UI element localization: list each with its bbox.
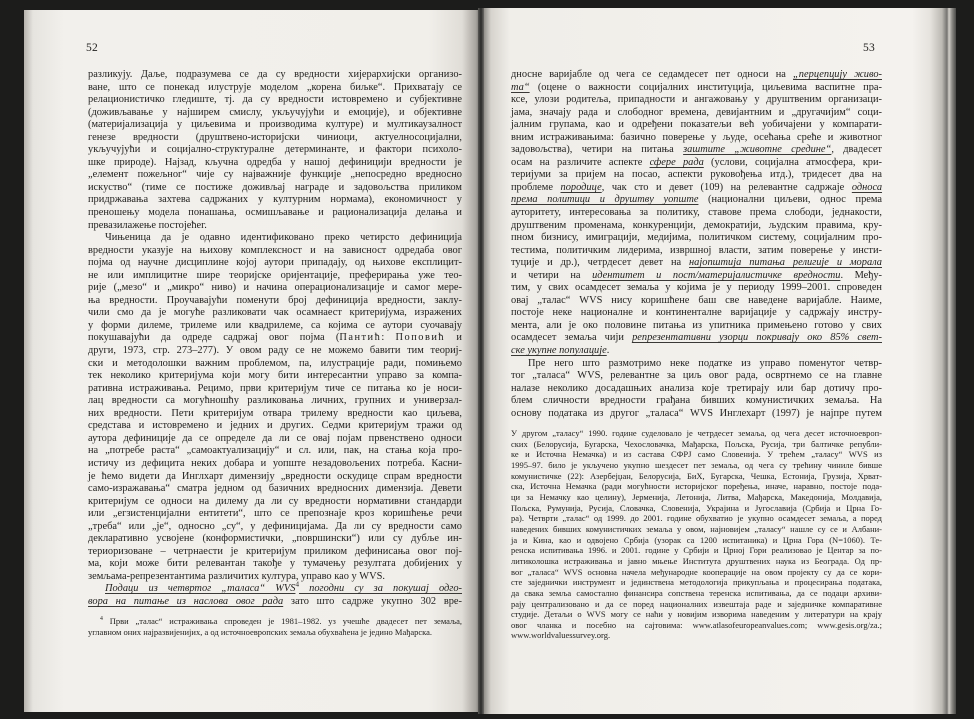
text-run: основу података из другог „таласа“ WVS Инглехарт (1997) је најпре путем [511, 407, 882, 419]
text-run: истичу из дефицита неких добара и уопште незадовољених потреба. Касни- [88, 457, 462, 469]
text-run: ке и Источна Немачка) и из састава СФРЈ само Словенија. У трећем „таласу“ WVS из [511, 449, 882, 460]
text-line [511, 119, 882, 132]
text-run: и четири на [511, 269, 593, 281]
text-line [88, 144, 462, 157]
text-run: ра). Четврти „талас“ од 1999. до 2001. године обухватио је укупно осамдесет земаља, а поред [511, 513, 882, 524]
text-run: ја и Кина, као и одвојено Србија (узорак са 1200 испитаника) и Црна Гора (N=1060). Те- [511, 534, 882, 545]
text-line [88, 207, 462, 220]
text-run: не или имплицитне шире теоријске оријентације, преферирања уже тео- [88, 269, 462, 281]
text-line [511, 270, 882, 283]
text-run: , чак сто и девет (109) на релевантне садржаје [601, 181, 852, 193]
paragraph [88, 580, 463, 608]
left-body-text [88, 69, 462, 609]
text-line [88, 580, 463, 596]
text-line [88, 471, 462, 484]
text-line [511, 620, 882, 631]
text-run: Чињеница да је одавно идентификовано преко четирсто дефиниција [105, 232, 462, 244]
text-run: ских (Белорусија, Бугарска, Чехословачка, Мађарска, Пољска, Русија, три балтичке републи- [511, 438, 882, 449]
text-run: друштвеним променама, конкуренцији, демократији, људским правима, кру- [511, 219, 882, 231]
text-run: Први „талас“ истраживања спроведен је 1981–1982. уз учешће двадесет пет земаља, [102, 616, 462, 626]
text-run: у форми дилеме, трилеме или квадрилеме, са којима се аутори суочавају [88, 319, 462, 331]
right-footnotes [511, 428, 882, 641]
text-line [88, 245, 462, 258]
text-line [88, 420, 462, 433]
text-line [88, 332, 462, 345]
text-run: други, 1973, стр. 273–277). У овом раду се не можемо бавити тим теориј- [88, 345, 462, 357]
text-run: вредности указује на њихову комплексност и на зависност одредаба овог [88, 244, 462, 256]
text-run: ауторитету, интересовања за политику, ставове према слободи, једнакости, [511, 207, 882, 219]
text-run: средстава и истовремено и једних и других. Седми критеријум тражи од [88, 420, 462, 432]
text-line [88, 307, 462, 320]
emphasized-text: идентитет и пост/материјалистичке вредности [592, 269, 841, 281]
footnote-marker: 4 [100, 616, 103, 623]
text-run: критеријум се односи на дилему да ли су вредности нормативни стандарди [88, 495, 462, 507]
text-run: рије („мезо“ и „микро“ ниво) и начина операционализације и самог мере- [88, 282, 462, 294]
emphasized-text: репрезентативни узорци покривају око 85% свет- [632, 332, 882, 344]
text-run: (материјализација у циљевима и производима културе) и мултикаузалност [88, 119, 462, 131]
text-line [88, 533, 462, 546]
right-body-text [511, 69, 882, 420]
emphasized-text: породице [560, 181, 602, 193]
text-run: мента, али је око половине питања из упитника примењено готово у свих [511, 319, 882, 331]
text-run: териоризоване – четрнаести је критеријум приликом дефинисања овог пој- [88, 545, 462, 557]
text-line [511, 513, 882, 524]
text-run: У другом „таласу“ 1990. године суделовало је четрдесет земаља, од чега десет источноевроп- [511, 428, 882, 438]
book-gutter [478, 8, 484, 714]
text-line [511, 383, 882, 396]
text-run: релационистичко гледиште, тј. да су вредности истовремено и субјективне [88, 94, 462, 106]
text-line [88, 157, 462, 170]
text-line [88, 521, 462, 534]
text-line [88, 546, 462, 559]
text-run: лац вредности са могућношћу разликовања личних, групних и универзал- [88, 395, 462, 407]
text-line [511, 439, 882, 450]
text-line [511, 144, 882, 157]
text-run: дносне варијабле од чега се седамдесет пет односи на [511, 69, 794, 80]
text-line [88, 82, 462, 95]
text-run: проблеме [511, 181, 561, 193]
emphasized-text: та“ [511, 81, 530, 93]
page-number-left: 52 [86, 42, 99, 54]
text-run: „елемент пожељног“ чије су најважније функције „непосредно вредносно [88, 169, 462, 181]
text-line [511, 395, 882, 408]
text-run: сте заједнички инструмент и јединствена методологија прикупљања и процесирања података, [511, 577, 882, 588]
text-line [511, 194, 882, 207]
text-run: шке природе). Најзад, кључна одредба у нашој дефиницији вредности је [88, 156, 462, 168]
text-run: . [606, 345, 610, 357]
text-line [88, 616, 462, 627]
text-run: вним истраживањима: базично поверење у људе, осећања среће и животног [511, 131, 882, 143]
text-line [88, 370, 462, 383]
text-line [511, 408, 882, 421]
text-line [88, 433, 462, 446]
paragraph [511, 358, 882, 421]
text-line [511, 471, 882, 482]
text-line [88, 408, 462, 421]
text-run: земљама-репрезентантима различитих култура, управо као у WVS. [88, 570, 385, 582]
text-run: зато што садрже укупно 302 вре- [283, 595, 463, 607]
text-run: . Међу- [840, 269, 882, 281]
paragraph [88, 232, 462, 583]
text-line [88, 345, 462, 358]
text-run: углавном оних најразвијенијих, а од источноевропских земаља обухваћена је једино Мађарска. [88, 626, 433, 637]
text-run: Пољска, Румунија, Русија, Словачка, Словенија, Украјина и Југославија (Србија и Црна Го- [511, 502, 882, 513]
text-run: ски и методолошки важним проблемом, па, илустрације ради, помињемо [88, 357, 462, 369]
text-line [88, 596, 462, 609]
text-line [88, 107, 462, 120]
text-run: јалним групама, као и одређени показатељи већ уобичајени у компарати- [511, 119, 882, 131]
text-run: покушавајући да одреде садржај овог појма ( [88, 332, 340, 344]
text-line [511, 220, 882, 233]
text-line [511, 232, 882, 245]
left-footnotes [88, 616, 462, 637]
text-line [511, 332, 882, 345]
text-run: разликују. Даље, подразумева се да су вредности хијерархијски организо- [88, 69, 462, 80]
text-run: ксе, улози родитеља, припадности и ангажовању у друштвеним организаци- [511, 94, 882, 106]
text-line [511, 588, 882, 599]
text-line [511, 556, 882, 567]
text-run: , двадесет [831, 144, 882, 156]
text-line [511, 245, 882, 258]
text-run: литиколошка истраживања и јавно мњење Института друштвених наука из Београда. Од пр- [511, 555, 882, 566]
text-run: студије. Детаљи о WVS могу се наћи у новијим изворима наведеним у литератури на крају [511, 609, 882, 620]
text-run: 1995–97. било је укључено укупно шездесет пет земаља, од чега су трећину чиниле бивше [511, 459, 882, 470]
text-run: аутора дефиниције да се определе да ли се овај појам првенствено односи [88, 432, 462, 444]
text-run: задовољства), четири на питања [511, 144, 684, 156]
text-run: или „егзистенцијални ентитети“, што се препознаје кроз коришћење речи [88, 508, 462, 520]
spaced-author-name: Пантић [339, 332, 382, 344]
page-number-right: 53 [863, 42, 876, 54]
text-run: (услови, социјална атмосфера, кри- [703, 156, 882, 168]
footnote [88, 616, 462, 637]
text-line [511, 282, 882, 295]
text-line [88, 445, 462, 458]
text-line [511, 535, 882, 546]
emphasized-text: најопштија питања религије и морала [689, 257, 882, 269]
text-line [88, 483, 462, 496]
text-run: : [381, 332, 396, 344]
footnote-marker: 4 [295, 580, 299, 589]
text-run: налазе неколико досадашњих анализа које третирају или бар дотичу про- [511, 382, 882, 394]
text-run: тим, у свих осамдесет земаља у којима је у периоду 1999–2001. спроведен [511, 282, 882, 294]
text-run: вог „таласа“ WVS основна начела међународне кооперације на овом пројекту су да се кори- [511, 566, 882, 577]
emphasized-text: сфере рада [649, 156, 704, 168]
text-run: рају централизовано и да се поред националних извештаја раде и заједничке компаративне [511, 598, 882, 609]
text-run: овај „талас“ WVS нису коришћене баш све наведене варијабле. Наиме, [511, 294, 882, 306]
text-run: пном бизнису, имиграцији, медијима, политичком систему, социјалним про- [511, 232, 882, 244]
text-line [88, 132, 462, 145]
emphasized-text: заштите „животне средине“ [683, 144, 832, 156]
text-run: www.worldvaluessurvey.org. [511, 630, 611, 641]
paragraph [511, 69, 882, 358]
text-line [88, 627, 462, 638]
text-line [511, 94, 882, 107]
text-run: овог чланка и посебно на сајтовима: www.atlasofeuropeanvalues.com; www.gesis.org/za.; [511, 619, 882, 630]
text-run: на „потребе раста“ „самоактуализацију“ и сл. или, пак, на стања која про- [88, 445, 462, 457]
text-line [511, 320, 882, 333]
text-run: „треба“ или „је“, односно „су“, у дефиницијама. Да ли су вредности само [88, 520, 462, 532]
text-line [511, 207, 882, 220]
text-line [511, 370, 882, 383]
text-line [511, 157, 882, 170]
text-line [88, 257, 462, 270]
text-run: и [445, 332, 462, 344]
text-run: постоје неке националне и континенталне варијације у садржају инстру- [511, 307, 882, 319]
text-line [511, 449, 882, 460]
text-run: них вредности. Пети критеријум отвара трилему вредности као циљева, [88, 407, 462, 419]
emphasized-text: односа [851, 181, 883, 193]
text-line [511, 481, 882, 492]
text-line [88, 358, 462, 371]
text-run: тог „таласа“ WVS, релевантне за циљ овог рада, освртнемо се на главне [511, 370, 882, 382]
text-line [88, 558, 462, 571]
text-line [88, 194, 462, 207]
text-run: ња вредности. Проучавајући поменути број дефиниција вредности, заклу- [88, 294, 462, 306]
text-line [88, 458, 462, 471]
text-line [511, 524, 882, 535]
text-run: јама, значају рада и слободног времена, девијантним и „другачијим“ соци- [511, 106, 882, 118]
text-line [511, 107, 882, 120]
text-line [88, 169, 462, 182]
text-line [88, 383, 462, 396]
text-line [511, 609, 882, 620]
text-line [88, 496, 462, 509]
text-line [88, 220, 462, 233]
text-line [511, 257, 882, 270]
text-line [511, 492, 882, 503]
emphasized-text: ске укупне популације [511, 345, 607, 357]
emphasized-text: „перцепцију живо- [793, 69, 882, 80]
text-run: чили смо да је могуће разликовати чак осамнаест критеријума, изражених [88, 307, 462, 319]
text-run: само-изражавања“ сматра једном од базичних вредносних димензија. Девети [88, 483, 462, 495]
footnote [511, 428, 882, 641]
text-run: (оцене о важности социјалних институција, циљевима васпитне пра- [529, 81, 882, 93]
text-line [511, 132, 882, 145]
text-run: блем сличности вредности грађана бивших комунистичких земаља. На [511, 395, 882, 407]
text-run: (доживљавање у најширем смислу, укључујући и емоције), и објективне [88, 106, 462, 118]
text-line [511, 577, 882, 588]
text-line [88, 395, 462, 408]
text-run: туције и др.), четрдесет девет на [511, 257, 690, 269]
text-line [88, 571, 462, 584]
text-run: придржавања захтева садржаних у културним нормама), економичност у [88, 194, 462, 206]
text-line [511, 567, 882, 578]
text-line [511, 69, 882, 82]
text-line [511, 630, 882, 641]
text-run: ративна истраживања. Рецимо, први критеријум тиче се питања ко је носи- [88, 382, 462, 394]
emphasized-text: вора на питање из наслова овог рада [88, 595, 284, 607]
paragraph [88, 69, 462, 232]
text-line [88, 270, 462, 283]
text-line [511, 82, 882, 95]
text-run: појма од научне дисциплине којој аутори припадају, од њихове експлицит- [88, 257, 462, 269]
text-line [88, 182, 462, 195]
text-run: ска, Источна Немачка (ради могућности историјског поређења, иначе, наравно, постоје пода- [511, 481, 882, 492]
text-run: теријуми за пријем на посао, аспекти руковођења итд.), тридесет два на [511, 169, 882, 181]
text-run: тестима, политичким лидерима, извршној власти, затим поверење у инсти- [511, 244, 882, 256]
text-line [511, 295, 882, 308]
text-line [88, 295, 462, 308]
text-line [88, 232, 462, 245]
text-line [88, 119, 462, 132]
emphasized-text: погодни су за покушај одго- [298, 583, 463, 595]
text-run: декларативно усвојене (конформистички, „површински“) или су дубље ин- [88, 533, 462, 545]
spaced-author-name: Поповић [395, 332, 446, 344]
text-run: ренска испитивања 1996. и 2001. године у Србији и Црној Гори реализовао је Центар за по- [511, 545, 882, 556]
text-line [511, 599, 882, 610]
text-line [511, 182, 882, 195]
text-line [511, 169, 882, 182]
text-line [88, 320, 462, 333]
text-run: ци за Немачку као целину), Јерменија, Летонија, Литва, Мађарска, Македонија, Молдавија, [511, 491, 882, 502]
text-line [88, 282, 462, 295]
text-line [511, 545, 882, 556]
text-run: је ћемо видети да Инглхарт димензију „вредности оскудице спрам вредности [88, 470, 462, 482]
text-run: ма, који може бити релевантан такође у тумачењу резултата добијених у [88, 558, 462, 570]
text-run: превазилажење постојећег. [88, 219, 207, 231]
text-line [511, 307, 882, 320]
text-run: комунистичке (22): Азербејџан, Белорусија, БиХ, Бугарска, Чешка, Естонија, Грузија, Хрват- [511, 470, 882, 481]
text-run: да свака земља самостално финансира сопствена теренска испитивања, да се подаци архиви- [511, 587, 882, 598]
text-line [511, 503, 882, 514]
emphasized-text: према политици и друштву уопште [511, 194, 699, 206]
text-run: (национални циљеви, однос према [698, 194, 882, 206]
text-run: ване, што се понекад илуструје моделом „корена биљке“. Прихватају се [88, 81, 462, 93]
text-line [88, 94, 462, 107]
text-run: тек неколико критеријума који могу бити интересантни управо за компа- [88, 370, 462, 382]
text-run: Пре него што размотримо неке податке из управо поменутог четвр- [528, 357, 882, 369]
text-line [511, 460, 882, 471]
text-run: преношењу модела понашања, осмишљавање и рационализација делања и [88, 207, 462, 219]
emphasized-text: Подаци из четвртог „таласа“ WVS [105, 583, 296, 595]
text-line [88, 69, 462, 82]
text-run: осамдесет земаља чији [511, 332, 633, 344]
text-run: наведених бивших комунистичких земаља у овом, најновијем „таласу“ нашле су се и Албани- [511, 523, 882, 534]
text-line [88, 508, 462, 521]
text-run: осам на различите аспекте [511, 156, 650, 168]
text-run: искуство“ (тиме се постиже доживљај награде и задовољства приликом [88, 181, 462, 193]
text-line [511, 358, 882, 371]
text-run: генезе вредности (друштвено-историјски чиниоци, актуелносоцијални, [88, 131, 462, 143]
text-line [511, 345, 882, 358]
text-run: укључујући и социјално-структуралне детерминанте, и фактори психоло- [88, 144, 462, 156]
text-line [511, 428, 882, 439]
